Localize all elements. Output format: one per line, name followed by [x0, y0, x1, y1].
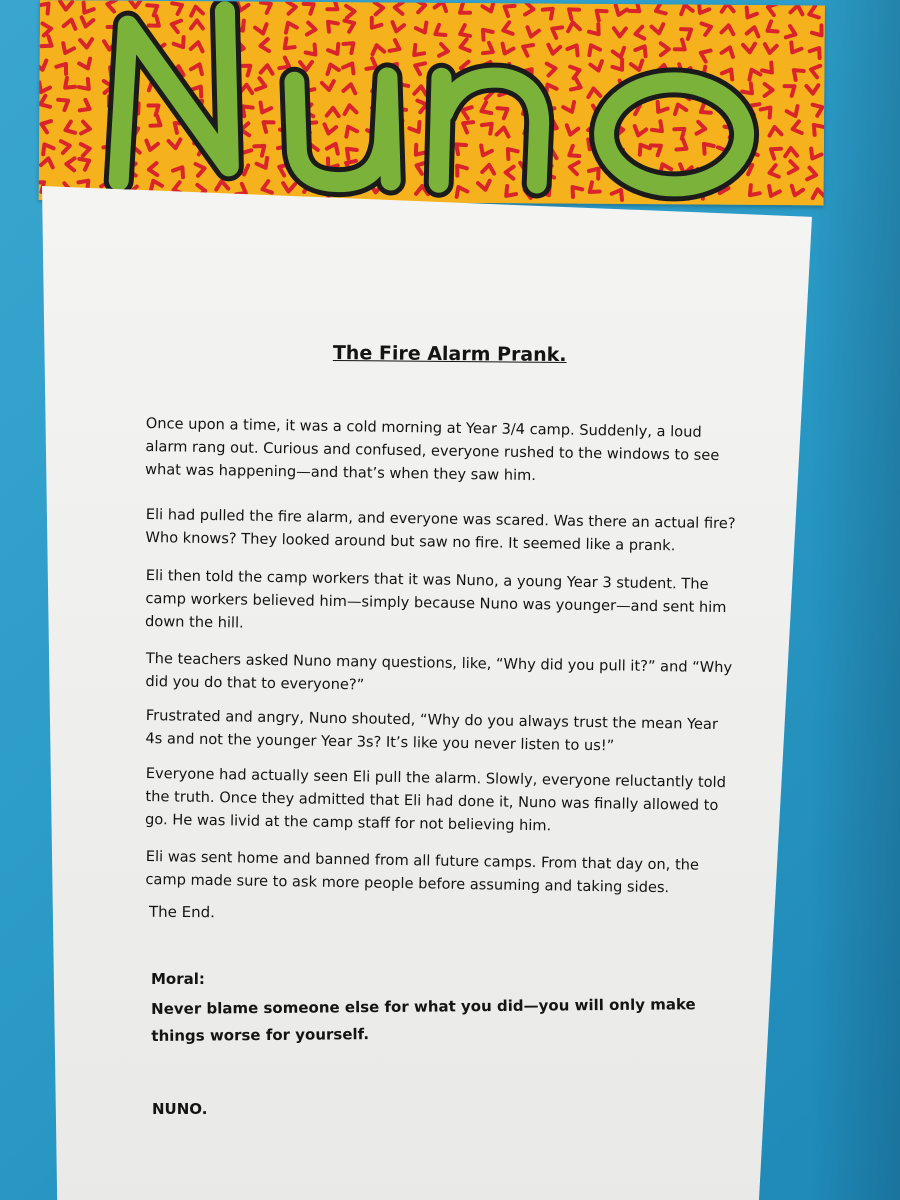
story-paragraph: Eli then told the camp workers that it was Nuno, a young Year 3 student. The camp workers believed him—simply because Nuno was younger—and sent him down the hill. — [144, 566, 727, 632]
moral-heading: Moral: — [151, 970, 205, 988]
story-paragraph: Eli was sent home and banned from all future camps. From that day on, the camp made sure to ask more people before assuming and taking sides. — [145, 847, 700, 897]
moral-text: Never blame someone else for what you did—you will only make things worse for yourself. — [151, 995, 696, 1045]
story-title: The Fire Alarm Prank. — [332, 342, 567, 367]
story-ending: The End. — [148, 902, 216, 922]
story-paragraph: The teachers asked Nuno many questions, like, “Why did you pull it?” and “Why did you do that to everyone?” — [145, 649, 733, 694]
story-paragraph: Eli had pulled the fire alarm, and everyone was scared. Was there an actual fire? Who knows? They looked around but saw no fire. It seemed like a prank. — [145, 505, 736, 555]
story-paragraph: Frustrated and angry, Nuno shouted, “Why do you always trust the mean Year 4s and not the younger Year 3s? It’s like you never listen to us!” — [145, 706, 719, 755]
story-paragraph: Once upon a time, it was a cold morning at Year 3/4 camp. Suddenly, a loud alarm rang out. Curious and confused, everyone rushed to the windows to see what was happening—and that’s when they saw him. — [144, 414, 720, 485]
story-paragraph: Everyone had actually seen Eli pull the alarm. Slowly, everyone reluctantly told the truth. Once they admitted that Eli had done it, Nuno was finally allowed to go. He was livid at the camp staff for not believing him. — [144, 764, 727, 835]
author-signature: NUNO. — [152, 1100, 208, 1118]
